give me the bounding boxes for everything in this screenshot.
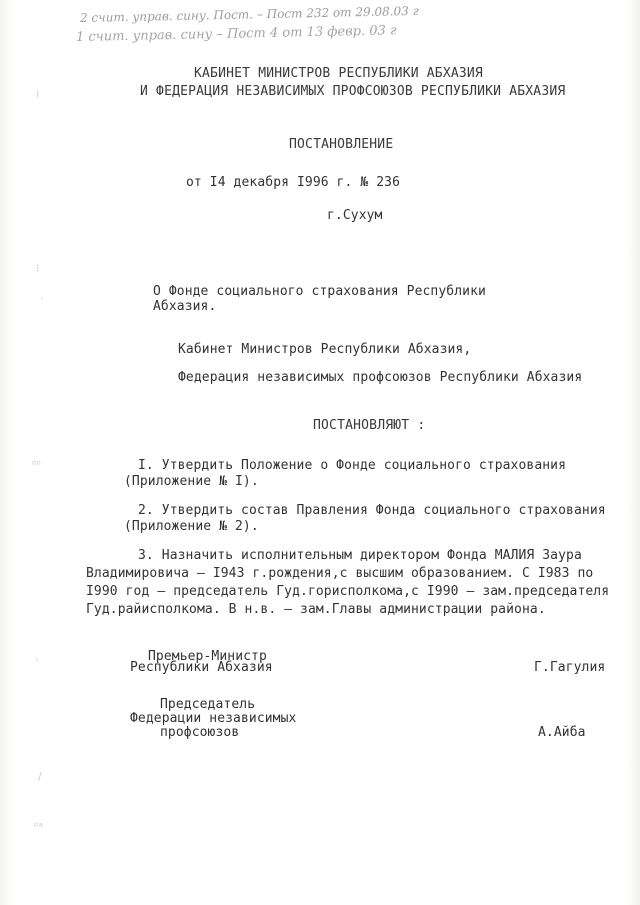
- date-and-number: от I4 декабря I996 г. № 236: [186, 175, 401, 190]
- margin-mark: ·: [40, 292, 44, 305]
- margin-mark: ⁞: [36, 88, 40, 101]
- margin-mark: ⁝: [36, 262, 40, 275]
- signature-federation-title-1: Председатель: [160, 697, 256, 712]
- resolves-heading: ПОСТАНОВЛЯЮТ :: [313, 418, 426, 433]
- item-3-line-3: I990 год – председатель Гуд.горисполкома,с I990 – зам.председателя: [86, 584, 610, 599]
- signature-pm-title-1: Премьер-Министр: [148, 649, 267, 664]
- document-type: ПОСТАНОВЛЕНИЕ: [289, 137, 394, 152]
- margin-mark: /: [38, 770, 42, 783]
- handwritten-annotation-1: 2 счит. управ. сину. Пост. – Пост 232 от 29.08.03 г: [79, 3, 419, 25]
- signature-federation-title-2: Федерации независимых: [130, 711, 297, 726]
- header-line-1: КАБИНЕТ МИНИСТРОВ РЕСПУБЛИКИ АБХАЗИЯ: [194, 66, 483, 81]
- margin-mark: ᵒᵃ: [34, 820, 43, 833]
- subject-line-1: О Фонде социального страхования Республики: [153, 284, 486, 299]
- item-3-line-2: Владимировича – I943 г.рождения,с высшим образованием. С I983 по: [86, 566, 594, 581]
- header-line-2: И ФЕДЕРАЦИЯ НЕЗАВИСИМЫХ ПРОФСОЮЗОВ РЕСПУБЛИКИ АБХАЗИЯ: [140, 84, 566, 99]
- item-2-line-1: 2. Утвердить состав Правления Фонда социального страхования: [138, 503, 606, 518]
- signature-federation-title-3: профсоюзов: [160, 725, 240, 740]
- item-3-line-4: Гуд.райисполкома. В н.в. – зам.Главы администрации района.: [86, 602, 546, 617]
- item-2-line-2: (Приложение № 2).: [124, 519, 259, 534]
- city: г.Сухум: [327, 208, 383, 223]
- signature-pm-name: Г.Гагулия: [534, 660, 606, 675]
- signature-federation-name: А.Айба: [538, 725, 586, 740]
- item-1-line-2: (Приложение № I).: [124, 474, 259, 489]
- margin-mark: ⁱ: [36, 655, 38, 668]
- subject-line-2: Абхазия.: [153, 299, 217, 314]
- margin-mark: ᵒᵒ: [32, 458, 42, 471]
- handwritten-annotation-2: 1 счит. управ. сину – Пост 4 от 13 февр. 03 г: [75, 23, 397, 45]
- party-federation: Федерация независимых профсоюзов Республики Абхазия: [178, 370, 583, 385]
- signature-pm-title-2: Республики Абхазия: [130, 660, 273, 675]
- item-1-line-1: I. Утвердить Положение о Фонде социального страхования: [138, 458, 567, 473]
- party-cabinet: Кабинет Министров Республики Абхазия,: [178, 342, 472, 357]
- item-3-line-1: 3. Назначить исполнительным директором Фонда МАЛИЯ Заура: [138, 548, 582, 563]
